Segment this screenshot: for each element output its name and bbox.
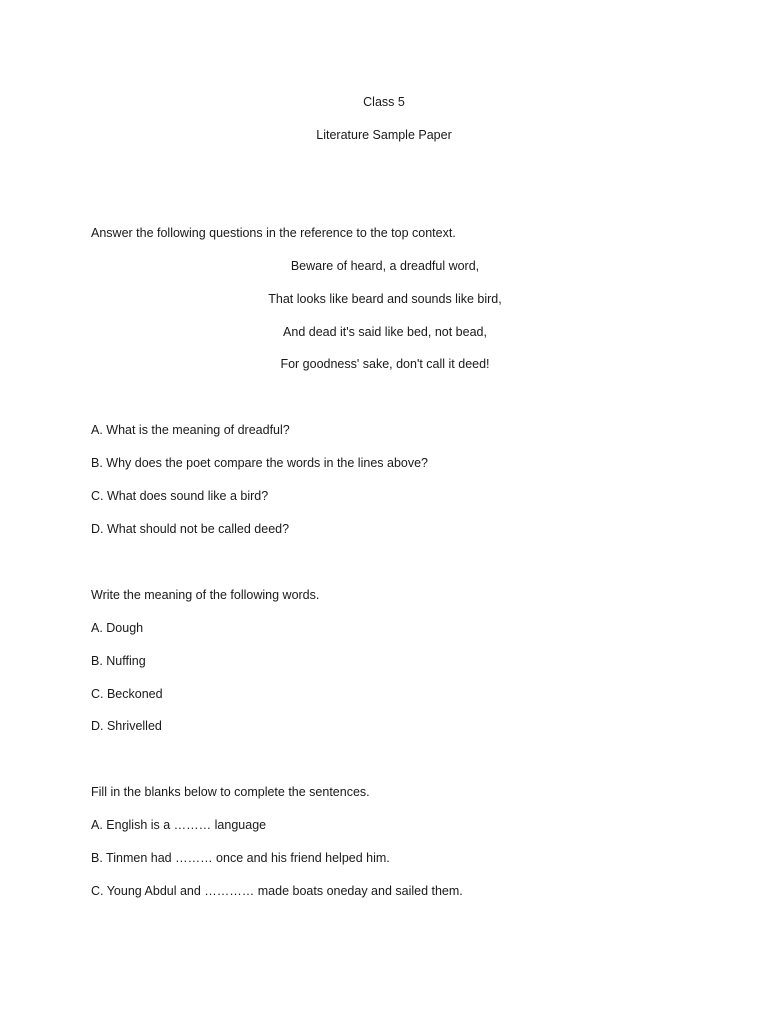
section3-instruction: Fill in the blanks below to complete the sentences.: [91, 785, 370, 799]
section2-instruction: Write the meaning of the following words.: [91, 588, 320, 602]
question-c: C. What does sound like a bird?: [91, 489, 269, 503]
poem-line: That looks like beard and sounds like bird,: [268, 292, 502, 306]
poem-line: And dead it's said like bed, not bead,: [283, 325, 487, 339]
word-item: C. Beckoned: [91, 687, 163, 701]
sentence-item: A. English is a ……… language: [91, 818, 267, 832]
word-item: A. Dough: [91, 621, 144, 635]
question-b: B. Why does the poet compare the words in the lines above?: [91, 456, 428, 470]
sentence-item: B. Tinmen had ……… once and his friend helped him.: [91, 851, 390, 865]
word-item: D. Shrivelled: [91, 719, 162, 733]
section1-instruction: Answer the following questions in the reference to the top context.: [91, 226, 456, 240]
poem-line: Beware of heard, a dreadful word,: [290, 259, 480, 273]
word-item: B. Nuffing: [91, 654, 146, 668]
question-a: A. What is the meaning of dreadful?: [91, 423, 290, 437]
class-label: Class 5: [363, 95, 405, 109]
sentence-item: C. Young Abdul and ………… made boats oneday and sailed them.: [91, 884, 463, 898]
poem-line: For goodness' sake, don't call it deed!: [280, 357, 490, 371]
question-d: D. What should not be called deed?: [91, 522, 290, 536]
paper-title: Literature Sample Paper: [316, 128, 452, 142]
